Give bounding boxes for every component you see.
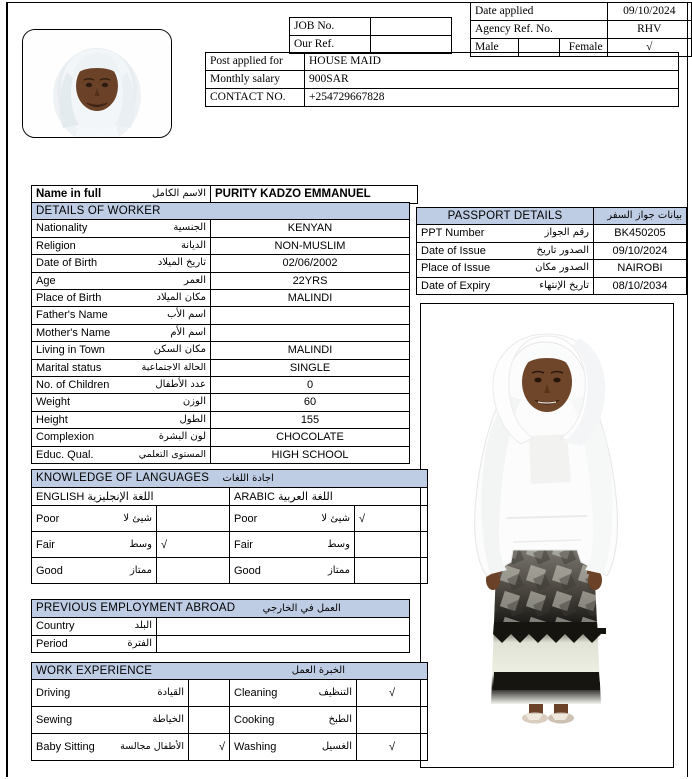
level-ar: شيئ لا bbox=[321, 512, 350, 524]
passport-details-header bbox=[417, 208, 687, 225]
previous-employment-table bbox=[31, 599, 410, 653]
previous-employment-header bbox=[32, 600, 410, 618]
languages-title-ar: اجادة اللغات bbox=[222, 473, 274, 484]
english-label-en: ENGLISH bbox=[36, 490, 85, 503]
passport-photo-image bbox=[23, 30, 171, 137]
work-right-en: Cleaning bbox=[234, 687, 278, 700]
row-value[interactable]: 0 bbox=[211, 377, 410, 394]
level-label-arabic bbox=[230, 558, 355, 584]
row-value[interactable]: 22YRS bbox=[211, 272, 410, 289]
contact-no-value[interactable]: +254729667828 bbox=[305, 89, 679, 107]
row-value[interactable] bbox=[211, 307, 410, 324]
work-left-en: Baby Sitting bbox=[36, 741, 95, 754]
our-ref-label: Our Ref. bbox=[290, 36, 371, 54]
passport-details-title-ar: بيانات جواز السفر bbox=[594, 208, 687, 225]
name-in-full-value[interactable] bbox=[211, 186, 418, 204]
previous-employment-title-en: PREVIOUS EMPLOYMENT ABROAD bbox=[36, 602, 236, 614]
arabic-good-mark[interactable] bbox=[355, 558, 428, 584]
row-label bbox=[32, 237, 211, 254]
knowledge-of-languages-table bbox=[31, 469, 428, 584]
english-good-mark[interactable] bbox=[157, 558, 230, 584]
work-right-ar: التنظيف bbox=[318, 687, 352, 699]
row-label-ar: الجنسية bbox=[173, 222, 206, 234]
post-details-table bbox=[205, 52, 679, 107]
work-right-ar: الغسيل bbox=[321, 741, 352, 753]
country-label bbox=[32, 618, 157, 635]
row-label bbox=[32, 377, 211, 394]
row-value[interactable]: 60 bbox=[211, 394, 410, 411]
table-row bbox=[290, 18, 452, 36]
period-value[interactable] bbox=[157, 635, 410, 652]
row-label-ar: الحالة الاجتماعية bbox=[141, 361, 206, 373]
work-left-label bbox=[32, 707, 189, 734]
washing-mark[interactable]: √ bbox=[357, 734, 428, 761]
row-value[interactable]: SINGLE bbox=[211, 359, 410, 376]
knowledge-of-languages-header bbox=[32, 470, 428, 488]
row-label-en: Place of Issue bbox=[421, 262, 491, 275]
table-row bbox=[471, 3, 692, 21]
knowledge-of-languages-title bbox=[32, 470, 428, 488]
agency-ref-label: Agency Ref. No. bbox=[471, 21, 608, 39]
level-ar: وسط bbox=[129, 538, 152, 550]
row-value[interactable]: CHOCOLATE bbox=[211, 429, 410, 446]
row-label-en: Religion bbox=[36, 239, 76, 252]
row-label-ar: رقم الجواز bbox=[544, 227, 589, 239]
table-row bbox=[32, 255, 410, 272]
row-label bbox=[417, 242, 594, 259]
country-value[interactable] bbox=[157, 618, 410, 635]
table-row bbox=[32, 411, 410, 428]
table-row bbox=[32, 359, 410, 376]
application-meta-table bbox=[470, 2, 692, 57]
row-label bbox=[32, 411, 211, 428]
row-label bbox=[417, 225, 594, 242]
row-label bbox=[32, 394, 211, 411]
level-en: Poor bbox=[234, 512, 258, 525]
monthly-salary-value[interactable]: 900SAR bbox=[305, 71, 679, 89]
table-row bbox=[32, 734, 428, 761]
table-row bbox=[206, 89, 679, 107]
details-of-worker-table bbox=[31, 202, 410, 464]
table-row bbox=[32, 377, 410, 394]
level-label-english bbox=[32, 506, 157, 532]
job-no-label: JOB No. bbox=[290, 18, 371, 36]
row-label-ar: الصدور مكان bbox=[535, 262, 589, 274]
male-label: Male bbox=[471, 39, 519, 57]
row-label bbox=[417, 260, 594, 277]
name-in-full-label-en: Name in full bbox=[36, 188, 102, 201]
level-en: Good bbox=[234, 564, 261, 577]
english-fair-mark[interactable]: √ bbox=[157, 532, 230, 558]
row-label-en: Complexion bbox=[36, 431, 95, 444]
row-label-en: Living in Town bbox=[36, 344, 105, 357]
table-row bbox=[32, 307, 410, 324]
table-row bbox=[32, 394, 410, 411]
period-label bbox=[32, 635, 157, 652]
row-value[interactable]: KENYAN bbox=[211, 220, 410, 237]
row-label-en: Age bbox=[36, 274, 56, 287]
row-value[interactable]: 09/10/2024 bbox=[594, 242, 687, 259]
row-value[interactable]: 08/10/2034 bbox=[594, 277, 687, 294]
contact-no-label: CONTACT NO. bbox=[206, 89, 305, 107]
table-row bbox=[471, 21, 692, 39]
row-label bbox=[32, 429, 211, 446]
row-label-en: Date of Expiry bbox=[421, 279, 491, 292]
level-en: Poor bbox=[36, 512, 60, 525]
work-experience-header bbox=[32, 663, 428, 680]
female-checkbox[interactable]: √ bbox=[607, 39, 691, 57]
row-label-ar: عدد الأطفال bbox=[155, 379, 206, 391]
work-right-label bbox=[230, 680, 357, 707]
table-row bbox=[32, 618, 410, 635]
row-label-en: Date of Birth bbox=[36, 257, 98, 270]
table-row bbox=[32, 506, 428, 532]
table-row bbox=[32, 558, 428, 584]
row-label-en: Father's Name bbox=[36, 309, 108, 322]
row-label-en: Mother's Name bbox=[36, 326, 111, 339]
row-label-ar: اسم الأم bbox=[170, 326, 206, 338]
female-label: Female bbox=[559, 39, 607, 57]
row-label-en: No. of Children bbox=[36, 379, 110, 392]
table-row bbox=[32, 532, 428, 558]
row-label-ar: تاريخ الميلاد bbox=[157, 257, 206, 269]
work-right-en: Cooking bbox=[234, 714, 275, 727]
work-left-en: Sewing bbox=[36, 714, 73, 727]
level-ar: ممتاز bbox=[327, 564, 350, 576]
level-en: Fair bbox=[234, 538, 253, 551]
sewing-mark[interactable] bbox=[189, 707, 230, 734]
row-label bbox=[32, 255, 211, 272]
arabic-poor-mark[interactable]: √ bbox=[355, 506, 428, 532]
row-label-ar: لون البشرة bbox=[158, 431, 206, 443]
row-label-en: PPT Number bbox=[421, 227, 485, 240]
row-value[interactable]: 155 bbox=[211, 411, 410, 428]
row-label-ar: العمر bbox=[184, 274, 206, 286]
work-experience-title-ar: الخبرة العمل bbox=[291, 665, 345, 676]
row-value[interactable] bbox=[211, 324, 410, 341]
arabic-label-en: ARABIC bbox=[234, 490, 275, 503]
work-right-en: Washing bbox=[234, 741, 277, 754]
row-label-en: Height bbox=[36, 413, 68, 426]
country-label-ar: البلد bbox=[134, 620, 152, 632]
monthly-salary-label: Monthly salary bbox=[206, 71, 305, 89]
period-label-ar: الفترة bbox=[127, 637, 152, 649]
row-value[interactable]: NAIROBI bbox=[594, 260, 687, 277]
passport-details-title-en: PASSPORT DETAILS bbox=[417, 208, 594, 225]
applicant-full-body-photo bbox=[420, 303, 674, 768]
previous-employment-title bbox=[32, 600, 410, 618]
table-row bbox=[417, 242, 687, 259]
table-row bbox=[32, 272, 410, 289]
table-row bbox=[32, 186, 418, 204]
level-en: Good bbox=[36, 564, 63, 577]
baby-sitting-mark[interactable]: √ bbox=[189, 734, 230, 761]
table-row bbox=[32, 324, 410, 341]
level-ar: شيئ لا bbox=[123, 512, 152, 524]
work-left-ar: الأطفال مجالسة bbox=[120, 741, 184, 753]
date-applied-value[interactable]: 09/10/2024 bbox=[607, 3, 691, 21]
table-row bbox=[206, 71, 679, 89]
work-left-ar: القيادة bbox=[157, 687, 184, 699]
date-applied-label: Date applied bbox=[471, 3, 608, 21]
table-row bbox=[32, 237, 410, 254]
table-row bbox=[417, 277, 687, 294]
level-ar: ممتاز bbox=[129, 564, 152, 576]
row-value[interactable]: 02/06/2002 bbox=[211, 255, 410, 272]
level-label-english bbox=[32, 558, 157, 584]
row-label-ar: الوزن bbox=[182, 396, 206, 408]
name-in-full-label-ar: الاسم الكامل bbox=[151, 188, 206, 200]
table-row bbox=[417, 225, 687, 242]
row-value[interactable]: BK450205 bbox=[594, 225, 687, 242]
work-right-label bbox=[230, 707, 357, 734]
table-row bbox=[290, 36, 452, 54]
table-row bbox=[32, 707, 428, 734]
row-label bbox=[417, 277, 594, 294]
table-row bbox=[32, 220, 410, 237]
row-label-en: Weight bbox=[36, 396, 71, 409]
agency-ref-value[interactable]: RHV bbox=[607, 21, 691, 39]
row-label-ar: تاريخ الإنتهاء bbox=[539, 279, 589, 291]
row-label-en: Marital status bbox=[36, 361, 102, 374]
work-left-label bbox=[32, 680, 189, 707]
table-row bbox=[32, 290, 410, 307]
table-row bbox=[32, 429, 410, 446]
row-label-en: Place of Birth bbox=[36, 292, 102, 305]
row-label-en: Nationality bbox=[36, 222, 88, 235]
details-of-worker-header bbox=[32, 203, 410, 220]
previous-employment-title-ar: العمل في الخارجي bbox=[262, 603, 341, 614]
country-label-en: Country bbox=[36, 620, 75, 633]
row-value[interactable]: MALINDI bbox=[211, 290, 410, 307]
english-label-ar: اللغة الإنجليزية bbox=[87, 489, 154, 503]
row-label bbox=[32, 359, 211, 376]
level-label-arabic bbox=[230, 532, 355, 558]
cleaning-mark[interactable]: √ bbox=[357, 680, 428, 707]
full-body-photo-image bbox=[421, 304, 673, 767]
row-label-ar: الصدور تاريخ bbox=[536, 244, 589, 256]
level-en: Fair bbox=[36, 538, 55, 551]
details-of-worker-title: DETAILS OF WORKER bbox=[32, 203, 410, 220]
work-right-label bbox=[230, 734, 357, 761]
row-label-ar: المستوى التعلمي bbox=[138, 448, 206, 460]
row-label bbox=[32, 342, 211, 359]
level-label-english bbox=[32, 532, 157, 558]
row-label-ar: اسم الأب bbox=[167, 309, 206, 321]
work-right-ar: الطبخ bbox=[328, 714, 352, 726]
table-row bbox=[32, 680, 428, 707]
table-row bbox=[206, 53, 679, 71]
row-value[interactable]: MALINDI bbox=[211, 342, 410, 359]
work-experience-title bbox=[32, 663, 428, 680]
work-left-en: Driving bbox=[36, 687, 71, 700]
language-column-headers bbox=[32, 488, 428, 506]
name-in-full-text: PURITY KADZO EMMANUEL bbox=[215, 188, 371, 201]
post-applied-label: Post applied for bbox=[206, 53, 305, 71]
row-label-ar: مكان السكن bbox=[153, 344, 206, 356]
english-poor-mark[interactable] bbox=[157, 506, 230, 532]
applicant-passport-photo bbox=[22, 29, 172, 138]
row-label bbox=[32, 307, 211, 324]
work-left-ar: الخياطة bbox=[152, 714, 184, 726]
row-label bbox=[32, 272, 211, 289]
row-label bbox=[32, 290, 211, 307]
row-value[interactable]: NON-MUSLIM bbox=[211, 237, 410, 254]
cooking-mark[interactable] bbox=[357, 707, 428, 734]
level-label-arabic bbox=[230, 506, 355, 532]
our-ref-value[interactable] bbox=[371, 36, 452, 54]
work-left-label bbox=[32, 734, 189, 761]
passport-details-table bbox=[416, 207, 687, 295]
arabic-fair-mark[interactable] bbox=[355, 532, 428, 558]
row-label bbox=[32, 220, 211, 237]
row-label-ar: الطول bbox=[179, 413, 206, 425]
row-label-en: Educ. Qual. bbox=[36, 448, 94, 461]
table-row bbox=[32, 342, 410, 359]
row-label bbox=[32, 324, 211, 341]
table-row bbox=[32, 446, 410, 463]
work-experience-title-en: WORK EXPERIENCE bbox=[36, 665, 153, 677]
level-ar: وسط bbox=[327, 538, 350, 550]
job-no-value[interactable] bbox=[371, 18, 452, 36]
table-row bbox=[32, 635, 410, 652]
row-label-ar: مكان الميلاد bbox=[156, 292, 206, 304]
english-column-header bbox=[32, 488, 230, 506]
post-applied-value[interactable]: HOUSE MAID bbox=[305, 53, 679, 71]
name-in-full-label bbox=[32, 186, 211, 204]
job-reference-table bbox=[289, 17, 452, 54]
languages-title-en: KNOWLEDGE OF LANGUAGES bbox=[36, 472, 210, 484]
row-label bbox=[32, 446, 211, 463]
period-label-en: Period bbox=[36, 637, 68, 650]
work-experience-table bbox=[31, 662, 428, 761]
row-label-ar: الديانة bbox=[180, 239, 206, 251]
row-value[interactable]: HIGH SCHOOL bbox=[211, 446, 410, 463]
arabic-label-ar: اللغة العربية bbox=[278, 489, 333, 503]
row-label-en: Date of Issue bbox=[421, 244, 486, 257]
table-row bbox=[417, 260, 687, 277]
arabic-column-header bbox=[230, 488, 428, 506]
driving-mark[interactable] bbox=[189, 680, 230, 707]
